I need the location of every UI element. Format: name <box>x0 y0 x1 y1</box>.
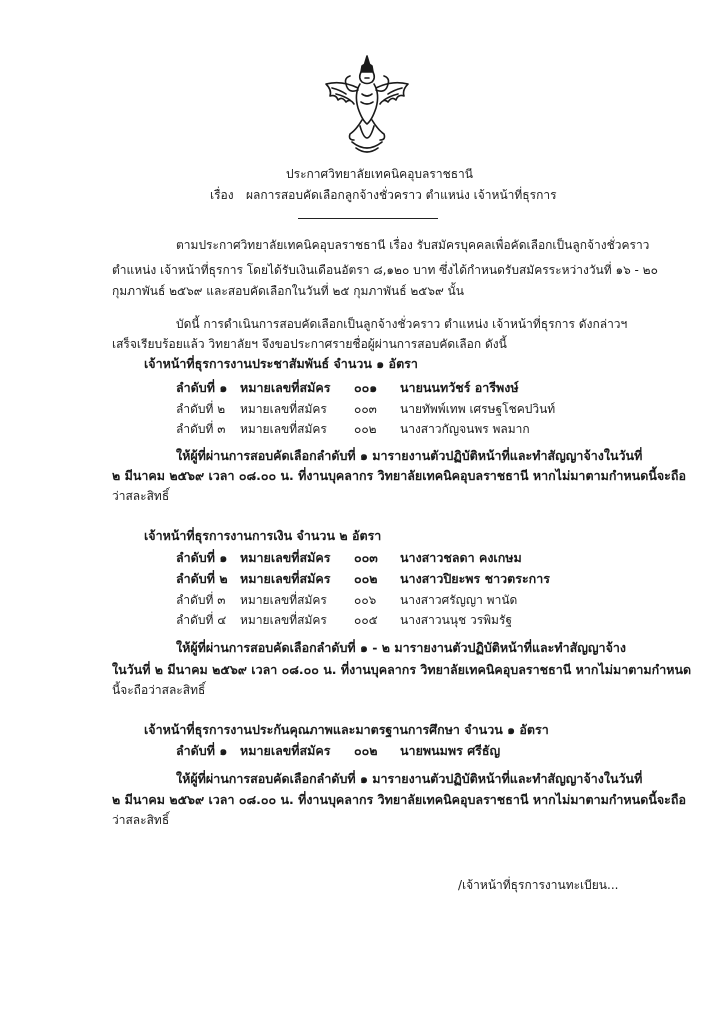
row-label: หมายเลขที่สมัคร <box>240 402 327 416</box>
note-line-2: ๒ มีนาคม ๒๕๖๙ เวลา ๐๘.๐๐ น. ที่งานบุคลากร วิทยาลัยเทคนิคอุบลราชธานี หากไม่มาตามกำหนดนี้จะถือ <box>112 792 686 807</box>
row-label: หมายเลขที่สมัคร <box>240 380 331 395</box>
note-line-1: ให้ผู้ที่ผ่านการสอบคัดเลือกลำดับที่ ๑ มารายงานตัวปฏิบัติหน้าที่และทำสัญญาจ้างในวันที่ <box>176 448 643 463</box>
intro-line-3: กุมภาพันธ์ ๒๕๖๙ และสอบคัดเลือกในวันที่ ๒๕ กุมภาพันธ์ ๒๕๖๙ นั้น <box>112 284 464 298</box>
row-name: นายพนมพร ศรีธัญ <box>400 743 501 758</box>
row-rank: ลำดับที่ ๑ <box>176 380 228 395</box>
row-rank: ลำดับที่ ๑ <box>176 550 228 565</box>
row-no: ๐๐๒ <box>354 743 378 758</box>
row-no: ๐๐๒ <box>354 422 377 436</box>
section-heading: เจ้าหน้าที่ธุรการงานประชาสัมพันธ์ จำนวน ๑ อัตรา <box>144 356 418 371</box>
row-label: หมายเลขที่สมัคร <box>240 422 327 436</box>
garuda-emblem-icon <box>322 54 412 158</box>
row-label: หมายเลขที่สมัคร <box>240 743 331 758</box>
row-name: นายทัพพ์เทพ เศรษฐโชคปวินท์ <box>400 402 556 416</box>
note-line-1: ให้ผู้ที่ผ่านการสอบคัดเลือกลำดับที่ ๑ - ๒ มารายงานตัวปฏิบัติหน้าที่และทำสัญญาจ้าง <box>176 640 627 655</box>
row-rank: ลำดับที่ ๔ <box>176 613 227 627</box>
row-name: นางสาวชลดา คงเกษม <box>400 550 522 565</box>
note-line-2: ๒ มีนาคม ๒๕๖๙ เวลา ๐๘.๐๐ น. ที่งานบุคลากร วิทยาลัยเทคนิคอุบลราชธานี หากไม่มาตามกำหนดนี้จะถือ <box>112 468 686 483</box>
row-name: นางสาวปิยะพร ชาวตระการ <box>400 571 550 586</box>
row-name: นายนนทวัชร์ อารีพงษ์ <box>400 380 519 395</box>
subject-text: ผลการสอบคัดเลือกลูกจ้างชั่วคราว ตำแหน่ง เจ้าหน้าที่ธุรการ <box>246 188 557 202</box>
announce-line-1: บัดนี้ การดำเนินการสอบคัดเลือกเป็นลูกจ้างชั่วคราว ตำแหน่ง เจ้าหน้าที่ธุรการ ดังกล่าวฯ <box>176 317 628 331</box>
row-rank: ลำดับที่ ๒ <box>176 402 226 416</box>
note-line-3: ว่าสละสิทธิ์ <box>112 813 170 827</box>
row-name: นางสาวนนุช วรพิมรัฐ <box>400 613 513 627</box>
note-line-3: นี้จะถือว่าสละสิทธิ์ <box>112 683 206 697</box>
note-line-2: ในวันที่ ๒ มีนาคม ๒๕๖๙ เวลา ๐๘.๐๐ น. ที่งานบุคลากร วิทยาลัยเทคนิคอุบลราชธานี หากไม่มาตามกำหนด <box>112 662 692 677</box>
row-label: หมายเลขที่สมัคร <box>240 613 327 627</box>
row-no: ๐๐๓ <box>354 402 377 416</box>
row-no: ๐๐๑ <box>354 380 378 395</box>
doc-title: ประกาศวิทยาลัยเทคนิคอุบลราชธานี <box>286 167 473 181</box>
row-no: ๐๐๓ <box>354 550 378 565</box>
row-name: นางสาวกัญจนพร พลมาก <box>400 422 530 436</box>
section-heading: เจ้าหน้าที่ธุรการงานการเงิน จำนวน ๒ อัตรา <box>144 528 382 543</box>
note-line-3: ว่าสละสิทธิ์ <box>112 489 170 503</box>
row-rank: ลำดับที่ ๒ <box>176 571 228 586</box>
row-rank: ลำดับที่ ๑ <box>176 743 228 758</box>
row-no: ๐๐๒ <box>354 571 378 586</box>
row-label: หมายเลขที่สมัคร <box>240 571 331 586</box>
section-heading: เจ้าหน้าที่ธุรการงานประกันคุณภาพและมาตรฐานการศึกษา จำนวน ๑ อัตรา <box>144 722 549 737</box>
note-line-1: ให้ผู้ที่ผ่านการสอบคัดเลือกลำดับที่ ๑ มารายงานตัวปฏิบัติหน้าที่และทำสัญญาจ้างในวันที่ <box>176 771 643 786</box>
row-no: ๐๐๕ <box>354 613 378 627</box>
announce-line-2: เสร็จเรียบร้อยแล้ว วิทยาลัยฯ จึงขอประกาศรายชื่อผู้ผ่านการสอบคัดเลือก ดังนี้ <box>112 337 507 351</box>
row-rank: ลำดับที่ ๓ <box>176 422 226 436</box>
row-name: นางสาวศรัญญา พานัด <box>400 593 518 607</box>
continuation-text: /เจ้าหน้าที่ธุรการงานทะเบียน... <box>458 878 619 892</box>
intro-line-2: ตำแหน่ง เจ้าหน้าที่ธุรการ โดยได้รับเงินเดือนอัตรา ๘,๑๒๐ บาท ซึ่งได้กำหนดรับสมัครระหว่างวันที่ ๑๖ - ๒๐ <box>112 263 658 277</box>
title-divider <box>298 218 438 219</box>
row-label: หมายเลขที่สมัคร <box>240 593 327 607</box>
subject-label: เรื่อง <box>210 188 234 202</box>
row-rank: ลำดับที่ ๓ <box>176 593 226 607</box>
row-no: ๐๐๖ <box>354 593 377 607</box>
row-label: หมายเลขที่สมัคร <box>240 550 331 565</box>
intro-line-1: ตามประกาศวิทยาลัยเทคนิคอุบลราชธานี เรื่อง รับสมัครบุคคลเพื่อคัดเลือกเป็นลูกจ้างชั่วคราว <box>176 238 650 252</box>
